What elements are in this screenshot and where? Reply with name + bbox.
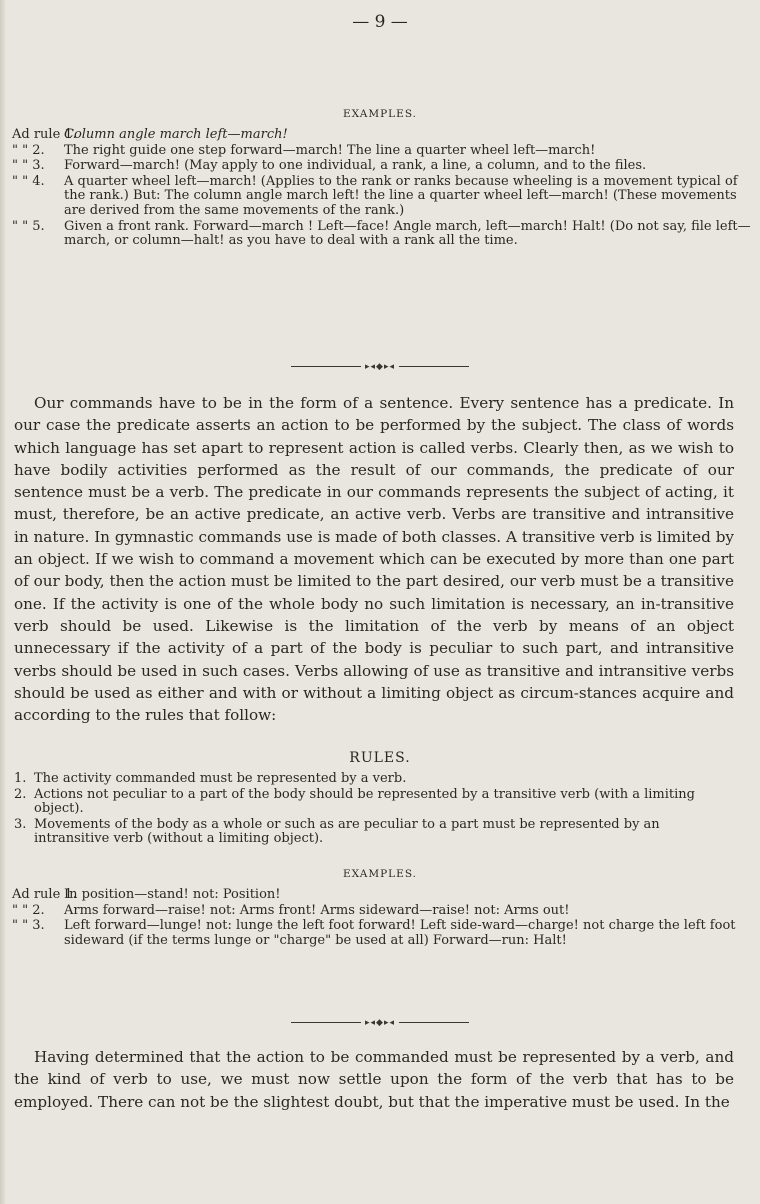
ornament-divider: ▸◂◆▸◂ [0, 362, 760, 372]
example-row [12, 159, 752, 174]
example-text: The right guide one step forward—march! The line a quarter wheel left—march! [64, 142, 596, 158]
example-label: " " 2. [12, 142, 45, 158]
example-label: Ad rule 1. [12, 127, 77, 142]
example-text: Arms forward—raise! not: Arms front! Arms sideward—raise! not: Arms out! [64, 902, 570, 918]
example-label: " " 3. [12, 918, 45, 934]
ornament-divider: ▸◂◆▸◂ [0, 1018, 760, 1028]
example-row [12, 175, 752, 219]
rule-text: The activity commanded must be represented by a verb. [34, 771, 407, 786]
examples-list-2 [12, 888, 752, 949]
example-text: Given a front rank. Forward—march ! Left—face! Angle march, left—march! Halt! (Do not say, file left—march, or column—halt! as you have to deal with a rank all the time. [64, 218, 751, 249]
example-row [12, 904, 752, 919]
example-row [12, 888, 752, 903]
rule-number: 1. [14, 771, 27, 786]
rule-text: Actions not peculiar to a part of the body should be represented by a transitive verb (with a limiting object). [34, 786, 695, 817]
examples-list-1 [12, 128, 752, 250]
rule-text: Movements of the body as a whole or such as are peculiar to a part must be represented by an intransitive verb (without a limiting object). [34, 816, 660, 847]
example-label: " " 2. [12, 902, 45, 918]
examples-heading-2: EXAMPLES. [343, 868, 417, 880]
rule-item [14, 818, 734, 847]
example-text: Forward—march! (May apply to one individual, a rank, a line, a column, and to the files. [64, 158, 647, 174]
example-label: " " 4. [12, 173, 45, 189]
example-text: Column angle march left—march! [64, 127, 288, 142]
rules-list [14, 772, 734, 848]
example-row [12, 919, 752, 948]
body-paragraph-1: Our commands have to be in the form of a sentence. Every sentence has a predicate. In our case the predicate asserts an action to be performed by the subject. The class of words which language has set apart to represent action is called verbs. Clearly then, as we wish to have bodily activities performed as the result of our commands, the predicate of our sentence must be a verb. The predicate in our commands represents the subject of acting, it must, therefore, be an active predicate, an active verb. Verbs are transitive and intransitive in nature. In gymnastic commands use is made of both classes. A transitive verb is limited by an object. If we wish to command a movement which can be executed by more than one part of our body, then the action must be limited to the part desired, our verb must be a transitive one. If the activity is one of the whole body no such limitation is necessary, an in-transitive verb should be used. Likewise is the limitation of the verb by means of an object unnecessary if the activity of a part of the body is peculiar to such part, and intransitive verbs should be used in such cases. Verbs allowing of use as transitive and intransitive verbs should be used as either and with or without a limiting object as circum-stances acquire and according to the rules that follow: [14, 394, 734, 725]
example-row [12, 144, 752, 159]
example-text: In position—stand! not: Position! [64, 887, 281, 902]
example-label: Ad rule 1. [12, 887, 77, 902]
rules-heading: RULES. [349, 750, 411, 766]
rule-item [14, 772, 734, 787]
example-label: " " 3. [12, 158, 45, 174]
rule-number: 3. [14, 816, 27, 832]
rule-item [14, 788, 734, 817]
example-text: A quarter wheel left—march! (Applies to the rank or ranks because wheeling is a movement typical of the rank.) But: The column angle march left! the line a quarter wheel left—march! (These movements are derived from the same movements of the rank.) [64, 173, 738, 218]
example-row [12, 128, 752, 143]
example-label: " " 5. [12, 218, 45, 234]
rule-number: 2. [14, 786, 27, 802]
body-paragraph-2: Having determined that the action to be commanded must be represented by a verb, and the kind of verb to use, we must now settle upon the form of the verb that has to be employed. There can not be the slightest doubt, but that the imperative must be used. In the [14, 1048, 734, 1111]
examples-heading-1: EXAMPLES. [343, 108, 417, 120]
page-number: — 9 — [352, 12, 408, 32]
example-row [12, 220, 752, 249]
example-text: Left forward—lunge! not: lunge the left foot forward! Left side-ward—charge! not charge the left foot sideward (if the terms lunge or "charge" be used at all) Forward—run: Halt! [64, 918, 736, 948]
